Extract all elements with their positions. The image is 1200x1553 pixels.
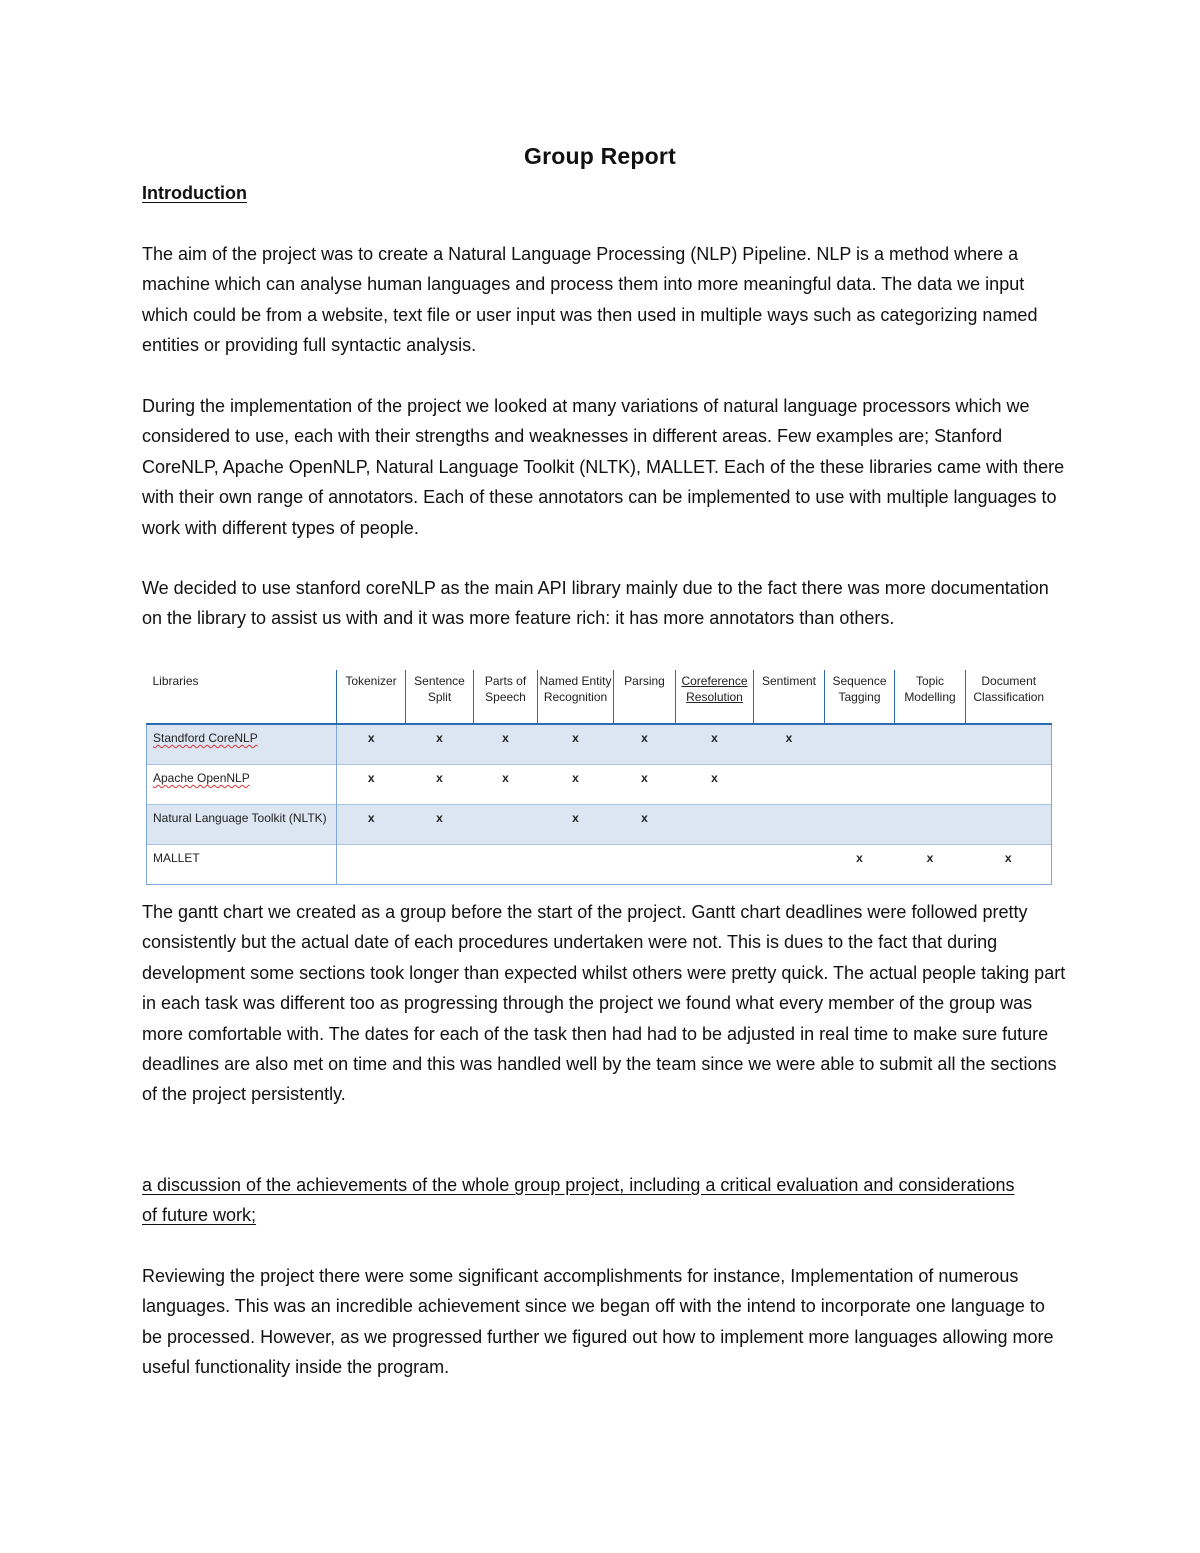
intro-paragraph-1: The aim of the project was to create a Natural Language Processing (NLP) Pipeline. NLP is a method where a machine which can analyse human languages and process them into more meaningful data. The data we input which could be from a website, text file or user input was then used in multiple ways such as categorizing named entities or providing full syntactic analysis. (142, 244, 1038, 356)
gantt-paragraph: The gantt chart we created as a group before the start of the project. Gantt chart deadlines were followed pretty consistently but the actual date of each procedures undertaken were not. This is dues to the fact that during development some sections took longer than expected whilst others were pretty quick. The actual people taking part in each task was different too as progressing through the project we found what every member of the group was more comfortable with. The dates for each of the task then had had to be adjusted in real time to make sure future deadlines are also met on time and this was handled well by the team since we were able to submit all the sections of the project persistently. (142, 902, 1066, 1105)
table-cell: x (406, 805, 474, 845)
table-cell: x (538, 724, 614, 765)
table-cell (966, 724, 1052, 765)
table-cell (754, 765, 825, 805)
table-cell: x (406, 724, 474, 765)
table-cell: x (966, 845, 1052, 885)
header-tokenizer: Tokenizer (337, 670, 406, 724)
table-cell (754, 805, 825, 845)
library-name: Apache OpenNLP (153, 771, 250, 785)
header-topic-modelling: Topic Modelling (895, 670, 966, 724)
table-cell (474, 845, 538, 885)
table-cell (676, 805, 754, 845)
table-cell (538, 845, 614, 885)
table-cell: x (754, 724, 825, 765)
table-cell (966, 805, 1052, 845)
header-sentiment: Sentiment (754, 670, 825, 724)
discussion-paragraph: Reviewing the project there were some significant accomplishments for instance, Implementation of numerous languages. This was an incredible achievement since we began off with the intend to incorporate one language to be processed. However, as we progressed further we figured out how to implement more languages allowing more useful functionality inside the program. (142, 1266, 1054, 1378)
table-row (147, 845, 1052, 885)
table-cell: x (856, 851, 863, 865)
header-parts-of-speech: Parts of Speech (474, 670, 538, 724)
header-sequence-tagging: Sequence Tagging (825, 670, 895, 724)
table-cell: x (367, 771, 375, 785)
table-cell (825, 765, 895, 805)
header-sentence-split: Sentence Split (406, 670, 474, 724)
table-cell (406, 845, 474, 885)
table-cell: x (926, 851, 934, 865)
table-cell (895, 805, 966, 845)
table-cell: x (641, 771, 648, 785)
discussion-heading: a discussion of the achievements of the whole group project, including a critical evaluation and considerations of future work; (142, 1175, 1015, 1226)
table-cell: x (538, 805, 614, 845)
table-cell (895, 724, 966, 765)
library-name: Natural Language Toolkit (NLTK) (147, 805, 337, 845)
table-cell: x (614, 724, 676, 765)
table-cell: x (614, 805, 676, 845)
table-cell: x (676, 724, 754, 765)
table-cell (825, 805, 895, 845)
library-name: Standford CoreNLP (153, 731, 258, 745)
libraries-comparison-table (146, 670, 1052, 885)
table-row (147, 805, 1052, 845)
table-row (147, 765, 1052, 805)
intro-paragraph-2: During the implementation of the project we looked at many variations of natural language processors which we considered to use, each with their strengths and weaknesses in different areas. Few examples are; Stanford CoreNLP, Apache OpenNLP, Natural Language Toolkit (NLTK), MALLET. Each of the these libraries came with there with their own range of annotators. Each of these annotators can be implemented to use with multiple languages to work with different types of people. (142, 396, 1065, 538)
table-cell (895, 765, 966, 805)
page-title: Group Report (524, 143, 676, 169)
table-cell: x (711, 771, 718, 785)
table-cell (754, 845, 825, 885)
table-cell (825, 724, 895, 765)
table-cell: x (502, 771, 509, 785)
header-document-classification: Document Classification (966, 670, 1052, 724)
table-cell (676, 845, 754, 885)
table-cell (474, 805, 538, 845)
header-libraries: Libraries (152, 674, 199, 688)
table-cell: x (337, 805, 406, 845)
table-cell: x (474, 724, 538, 765)
table-cell: x (436, 771, 443, 785)
table-cell (337, 845, 406, 885)
table-row (147, 724, 1052, 765)
intro-paragraph-3: We decided to use stanford coreNLP as the main API library mainly due to the fact there was more documentation on the library to assist us with and it was more feature rich: it has more annotators than others. (142, 578, 1049, 629)
introduction-heading: Introduction (142, 183, 247, 203)
table-cell: x (337, 724, 406, 765)
header-parsing: Parsing (614, 670, 676, 724)
header-named-entity-recognition: Named Entity Recognition (538, 670, 614, 724)
library-name: MALLET (147, 845, 337, 885)
header-coreference-resolution: Coreference Resolution (676, 670, 754, 724)
table-cell (966, 765, 1052, 805)
table-cell: x (572, 771, 579, 785)
table-cell (614, 845, 676, 885)
table-header-row (147, 670, 1052, 724)
